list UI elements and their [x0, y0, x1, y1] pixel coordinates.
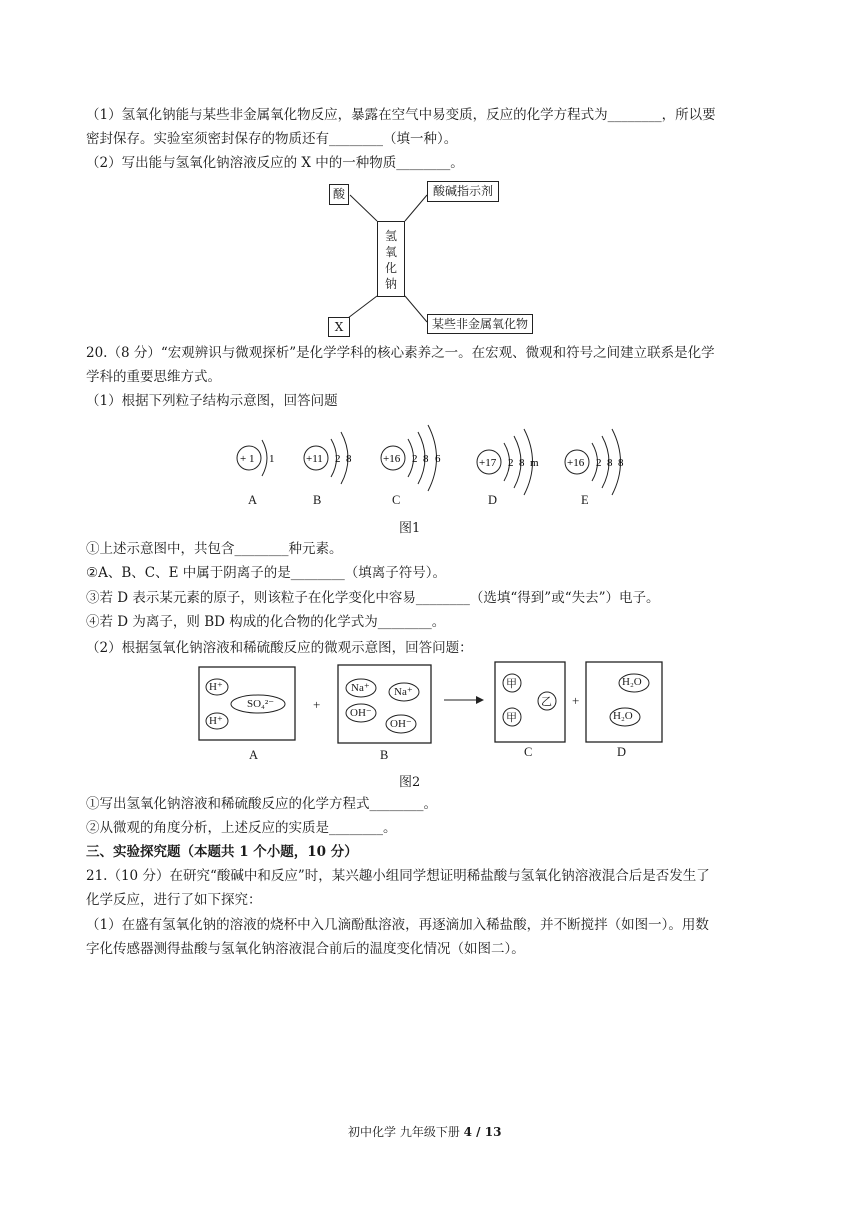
particle-d-shell-2: 8 [519, 457, 525, 469]
plus-sign-1: + [313, 697, 321, 712]
box-c-yi: 乙 [541, 696, 552, 708]
acid-box: 酸 [329, 184, 349, 205]
q20-sub2: （2）根据氢氧化钠溶液和稀硫酸反应的微观示意图，回答问题： [86, 640, 473, 656]
particle-e [565, 429, 624, 495]
x-box: X [328, 317, 350, 337]
q20-question-1: ①上述示意图中，共包含________种元素。 [86, 541, 343, 557]
box-c-jia-2: 甲 [506, 712, 517, 724]
particle-d-shell-3: m [530, 457, 539, 469]
particle-b [304, 432, 352, 484]
reaction-diagram-drawing [0, 655, 860, 765]
section-3-heading: 三、实验探究题（本题共 1 个小题，10 分） [86, 844, 358, 860]
q20-sub1: （1）根据下列粒子结构示意图，回答问题 [86, 393, 338, 409]
figure-2-caption: 图2 [399, 775, 421, 790]
particle-b-nucleus: +11 [306, 453, 323, 465]
particle-c-nucleus: +16 [383, 453, 401, 465]
q20-question-6: ②从微观的角度分析，上述反应的实质是________。 [86, 820, 397, 836]
particle-b-shell-1: 2 [335, 453, 341, 465]
q21-line4: 字化传感器测得盐酸与氢氧化钠溶液混合前后的温度变化情况（如图二）。 [86, 941, 525, 957]
particle-d-label: D [488, 493, 498, 507]
particle-b-label: B [313, 493, 322, 507]
box-a-sulfate-ion: SO₄²⁻ [247, 698, 275, 710]
particle-a-label: A [248, 493, 258, 507]
q20-intro-line2: 学科的重要思维方式。 [86, 369, 221, 385]
particle-c-shell-1: 2 [412, 453, 418, 465]
diagram-connector-lines [0, 0, 860, 340]
particle-a [237, 440, 275, 476]
box-b-label: B [380, 748, 389, 762]
box-b-na-ion-2: Na⁺ [394, 686, 413, 698]
box-b-oh-ion-2: OH⁻ [390, 718, 412, 730]
particle-c-shell-2: 8 [423, 453, 429, 465]
q20-question-3: ③若 D 表示某元素的原子，则该粒子在化学变化中容易________（选填“得到”或“失去”）电子。 [86, 590, 660, 606]
box-c-label: C [524, 745, 533, 759]
box-d-water-1: H₂O [622, 676, 642, 688]
particle-e-shell-2: 8 [607, 457, 613, 469]
q21-line3: （1）在盛有氢氧化钠的溶液的烧杯中入几滴酚酞溶液，再逐滴加入稀盐酸，并不断搅拌（如图一）。用数 [86, 917, 709, 933]
plus-sign-2: + [572, 693, 580, 708]
box-c-jia-1: 甲 [506, 678, 517, 690]
figure-1-caption: 图1 [399, 521, 421, 536]
box-a-label: A [249, 748, 259, 762]
q19-part1-line1: （1）氢氧化钠能与某些非金属氧化物反应，暴露在空气中易变质，反应的化学方程式为________，所以要 [86, 107, 716, 123]
particle-d-shell-1: 2 [508, 457, 514, 469]
particle-d [477, 429, 539, 495]
box-b-oh-ion-1: OH⁻ [350, 707, 372, 719]
box-d-water-2: H₂O [613, 710, 633, 722]
particle-a-shell-1: 1 [269, 453, 275, 465]
particle-e-shell-3: 8 [618, 457, 624, 469]
box-d-label: D [617, 745, 627, 759]
naoh-center-box [377, 221, 405, 297]
box-b-na-ion-1: Na⁺ [351, 682, 370, 694]
naoh-char-1: 氢 [385, 229, 398, 243]
naoh-char-3: 化 [385, 261, 398, 275]
q21-line1: 21.（10 分）在研究“酸碱中和反应”时，某兴趣小组同学想证明稀盐酸与氢氧化钠溶液混合后是否发生了 [86, 868, 710, 884]
naoh-char-4: 钠 [385, 277, 398, 291]
q20-question-4: ④若 D 为离子，则 BD 构成的化合物的化学式为________。 [86, 614, 446, 630]
q20-question-2: ②A、B、C、E 中属于阴离子的是________（填离子符号）。 [86, 565, 446, 581]
particle-d-nucleus: +17 [479, 457, 497, 469]
box-a-h-ion-2: H⁺ [209, 715, 223, 727]
particle-c [381, 425, 441, 491]
q19-part1-line2: 密封保存。实验室须密封保存的物质还有________（填一种）。 [86, 131, 458, 147]
particle-e-shell-1: 2 [596, 457, 602, 469]
footer-page-number: 4 / 13 [463, 1125, 502, 1139]
q21-line2: 化学反应，进行了如下探究： [86, 892, 262, 908]
particle-c-shell-3: 6 [435, 453, 441, 465]
particle-e-label: E [581, 493, 589, 507]
q19-part2: （2）写出能与氢氧化钠溶液反应的 X 中的一种物质________。 [86, 155, 464, 171]
page-footer [348, 1124, 501, 1140]
particle-c-label: C [392, 493, 401, 507]
footer-course: 初中化学 九年级下册 [348, 1125, 464, 1139]
particle-b-shell-2: 8 [346, 453, 352, 465]
q20-question-5: ①写出氢氧化钠溶液和稀硫酸反应的化学方程式________。 [86, 796, 437, 812]
particle-structure-drawings [0, 410, 860, 520]
box-a-h-ion-1: H⁺ [209, 681, 223, 693]
naoh-char-2: 氧 [385, 245, 398, 259]
indicator-box: 酸碱指示剂 [427, 181, 499, 202]
q20-intro-line1: 20.（8 分）“宏观辨识与微观探析”是化学学科的核心素养之一。在宏观、微观和符号之间建立联系是化学 [86, 345, 715, 361]
nonmetal-oxide-box: 某些非金属氧化物 [427, 314, 533, 334]
particle-e-nucleus: +16 [567, 457, 585, 469]
particle-a-nucleus: + 1 [240, 453, 255, 465]
